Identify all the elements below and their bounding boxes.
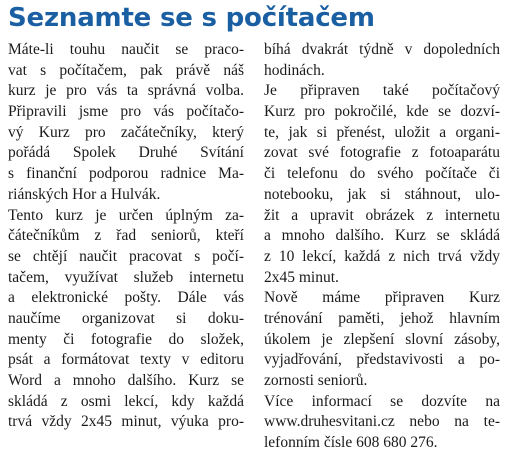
- text-line: Je připraven také počítačový: [264, 82, 500, 100]
- text-line: zovat své fotografie z fotoaparátu: [264, 144, 500, 162]
- text-line: vý Kurz pro začátečníky, který: [8, 123, 244, 141]
- text-line: Více informací se dozvíte na: [264, 392, 500, 410]
- text-line: s finanční podporou radnice Ma-: [8, 165, 244, 183]
- text-line: tačem, využívat služeb internetu: [8, 268, 244, 286]
- text-line: Kurz pro pokročilé, kde se dozví-: [264, 103, 500, 121]
- text-line: pořádá Spolek Druhé Svítání: [8, 144, 244, 162]
- text-line: či telefonu do svého počítače či: [264, 165, 500, 183]
- text-line: z 10 lekcí, každá z nich trvá vždy: [264, 247, 500, 265]
- text-line: zornosti seniorů.: [264, 372, 368, 389]
- text-line: www.druhesvitani.cz nebo na te-: [264, 413, 500, 431]
- text-line: čátečníkům z řad seniorů, kteří: [8, 227, 244, 245]
- text-line: riánských Hor a Hulvák.: [8, 185, 161, 203]
- text-line: vat s počítačem, pak právě náš: [8, 61, 244, 79]
- text-line: úkolem je zlepšení slovní zásoby,: [264, 330, 500, 348]
- text-line: notebooku, jak si stáhnout, ulo-: [264, 185, 500, 203]
- text-line: lefonním čísle 608 680 276.: [264, 434, 438, 452]
- text-line: kurz je pro vás ta správná volba.: [8, 82, 244, 100]
- text-line: menty či fotografie do složek,: [8, 330, 244, 348]
- text-line: psát a formátovat texty v editoru: [8, 351, 244, 369]
- article-column-left: [8, 40, 244, 433]
- text-line: 2x45 minut.: [264, 268, 339, 286]
- text-line: žit a upravit obrázek z internetu: [264, 206, 500, 224]
- article-column-right: [264, 40, 500, 454]
- text-line: naučíme organizovat si doku-: [8, 309, 244, 327]
- text-line: te, jak si přenést, uložit a organi-: [264, 123, 500, 141]
- text-line: se chtějí naučit pracovat s počí-: [8, 247, 244, 265]
- text-line: skládá z osmi lekcí, kdy každá: [8, 392, 244, 410]
- text-line: Máte-li touhu naučit se praco-: [8, 41, 244, 58]
- text-line: a elektronické pošty. Dále vás: [8, 289, 244, 307]
- text-line: a mnoho dalšího. Kurz se skládá: [264, 227, 500, 245]
- text-line: trénování paměti, jehož hlavním: [264, 309, 500, 327]
- text-line: Nově máme připraven Kurz: [264, 289, 500, 307]
- article-title: Seznamte se s počítačem: [8, 3, 375, 33]
- text-line: Word a mnoho dalšího. Kurz se: [8, 372, 244, 389]
- text-line: Tento kurz je určen úplným za-: [8, 206, 244, 224]
- text-line: trvá vždy 2x45 minut, výuka pro-: [8, 413, 244, 431]
- text-line: Připravili jsme pro vás počítačo-: [8, 103, 244, 121]
- text-line: vyjadřování, představivosti a po-: [264, 351, 500, 369]
- text-line: bíhá dvakrát týdně v dopoledních: [264, 41, 500, 58]
- text-line: hodinách.: [264, 61, 325, 79]
